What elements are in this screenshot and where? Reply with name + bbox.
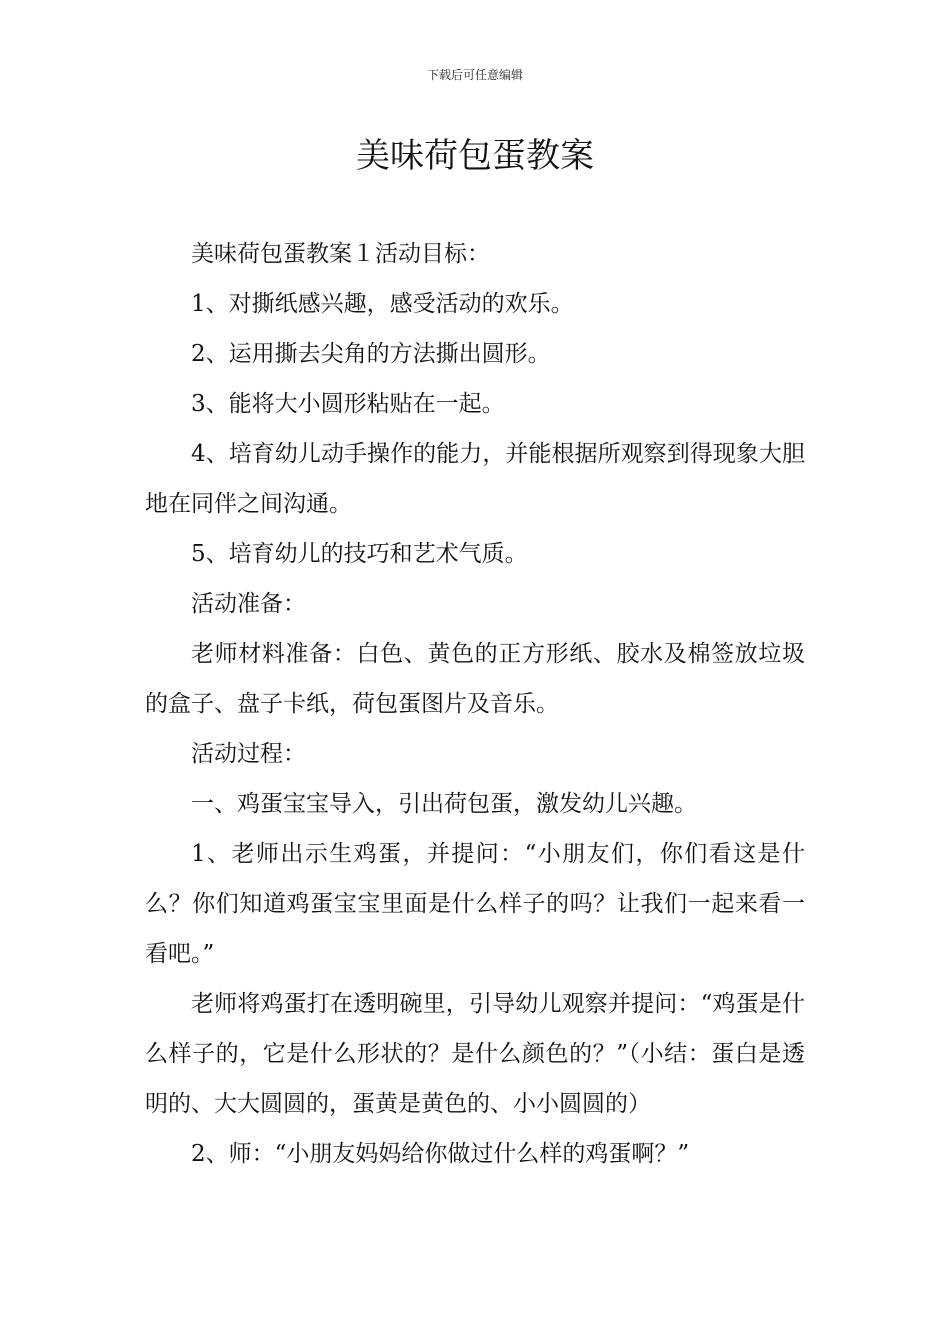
paragraph: 3、能将大小圆形粘贴在一起。 bbox=[191, 391, 505, 417]
paragraph: 老师材料准备：白色、黄色的正方形纸、胶水及棉签放垃圾的盒子、盘子卡纸，荷包蛋图片及音乐。 bbox=[145, 641, 805, 717]
document-title: 美味荷包蛋教案 bbox=[356, 136, 594, 176]
paragraph: 老师将鸡蛋打在透明碗里，引导幼儿观察并提问：“鸡蛋是什么样子的，它是什么形状的？是什么颜色的？”（小结：蛋白是透明的、大大圆圆的，蛋黄是黄色的、小小圆圆的） bbox=[145, 991, 805, 1117]
paragraph: 2、运用撕去尖角的方法撕出圆形。 bbox=[191, 341, 551, 367]
paragraph: 活动过程： bbox=[191, 741, 306, 767]
paragraph: 美味荷包蛋教案１活动目标： bbox=[191, 241, 490, 267]
paragraph: 4、培育幼儿动手操作的能力，并能根据所观察到得现象大胆地在同伴之间沟通。 bbox=[145, 441, 805, 517]
page-header-note: 下载后可任意编辑 bbox=[426, 68, 523, 82]
paragraph: 活动准备： bbox=[191, 591, 306, 617]
paragraph: 一、鸡蛋宝宝导入，引出荷包蛋，激发幼儿兴趣。 bbox=[191, 791, 697, 817]
paragraph: 2、师：“小朋友妈妈给你做过什么样的鸡蛋啊？” bbox=[191, 1141, 690, 1167]
paragraph: 1、对撕纸感兴趣，感受活动的欢乐。 bbox=[191, 291, 574, 317]
paragraph: 1、老师出示生鸡蛋，并提问：“小朋友们，你们看这是什么？你们知道鸡蛋宝宝里面是什么样子的吗？让我们一起来看一看吧。” bbox=[145, 841, 805, 967]
paragraph: 5、培育幼儿的技巧和艺术气质。 bbox=[191, 541, 528, 567]
document-body bbox=[145, 229, 805, 1179]
